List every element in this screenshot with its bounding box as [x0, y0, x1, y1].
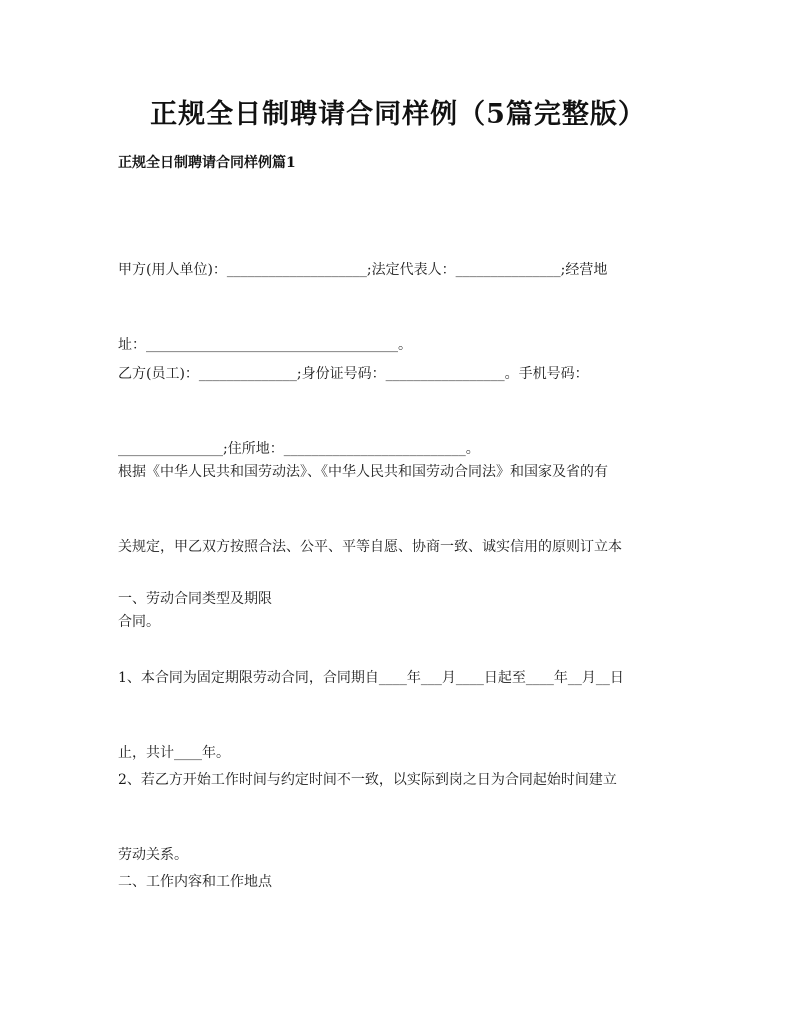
clause-1-line-1: 1、本合同为固定期限劳动合同，合同期自____年___月____日起至____年__月__日: [118, 670, 624, 686]
section-2-heading: [118, 820, 680, 945]
preamble-line-2: 关规定，甲乙双方按照合法、公平、平等自愿、协商一致、诚实信用的原则订立本: [118, 539, 622, 555]
party-b-line-1: 乙方(员工)：______________;身份证号码：_________________。手机号码：: [118, 366, 589, 382]
party-a-line-1: 甲方(用人单位)：____________________;法定代表人：_______________;经营地: [118, 262, 608, 278]
preamble-line-1: 根据《中华人民共和国劳动法》、《中华人民共和国劳动合同法》和国家及省的有: [118, 464, 608, 480]
section-2-heading-text: 二、工作内容和工作地点: [118, 874, 272, 890]
preamble-line-3: 合同。: [118, 614, 160, 630]
document-title: 正规全日制聘请合同样例（5篇完整版）: [150, 99, 646, 130]
clause-2-line-2: 劳动关系。: [118, 847, 188, 863]
clause-1-line-2: 止，共计____年。: [118, 745, 230, 761]
section-1-heading-text: 一、劳动合同类型及期限: [118, 591, 272, 607]
clause-2-line-1: 2、若乙方开始工作时间与约定时间不一致，以实际到岗之日为合同起始时间建立: [118, 772, 617, 788]
party-a-line-2: 址：____________________________________。: [118, 337, 412, 353]
party-b-line-2: _______________;住所地：__________________________。: [118, 441, 480, 457]
document-subtitle: 正规全日制聘请合同样例篇1: [118, 155, 296, 171]
